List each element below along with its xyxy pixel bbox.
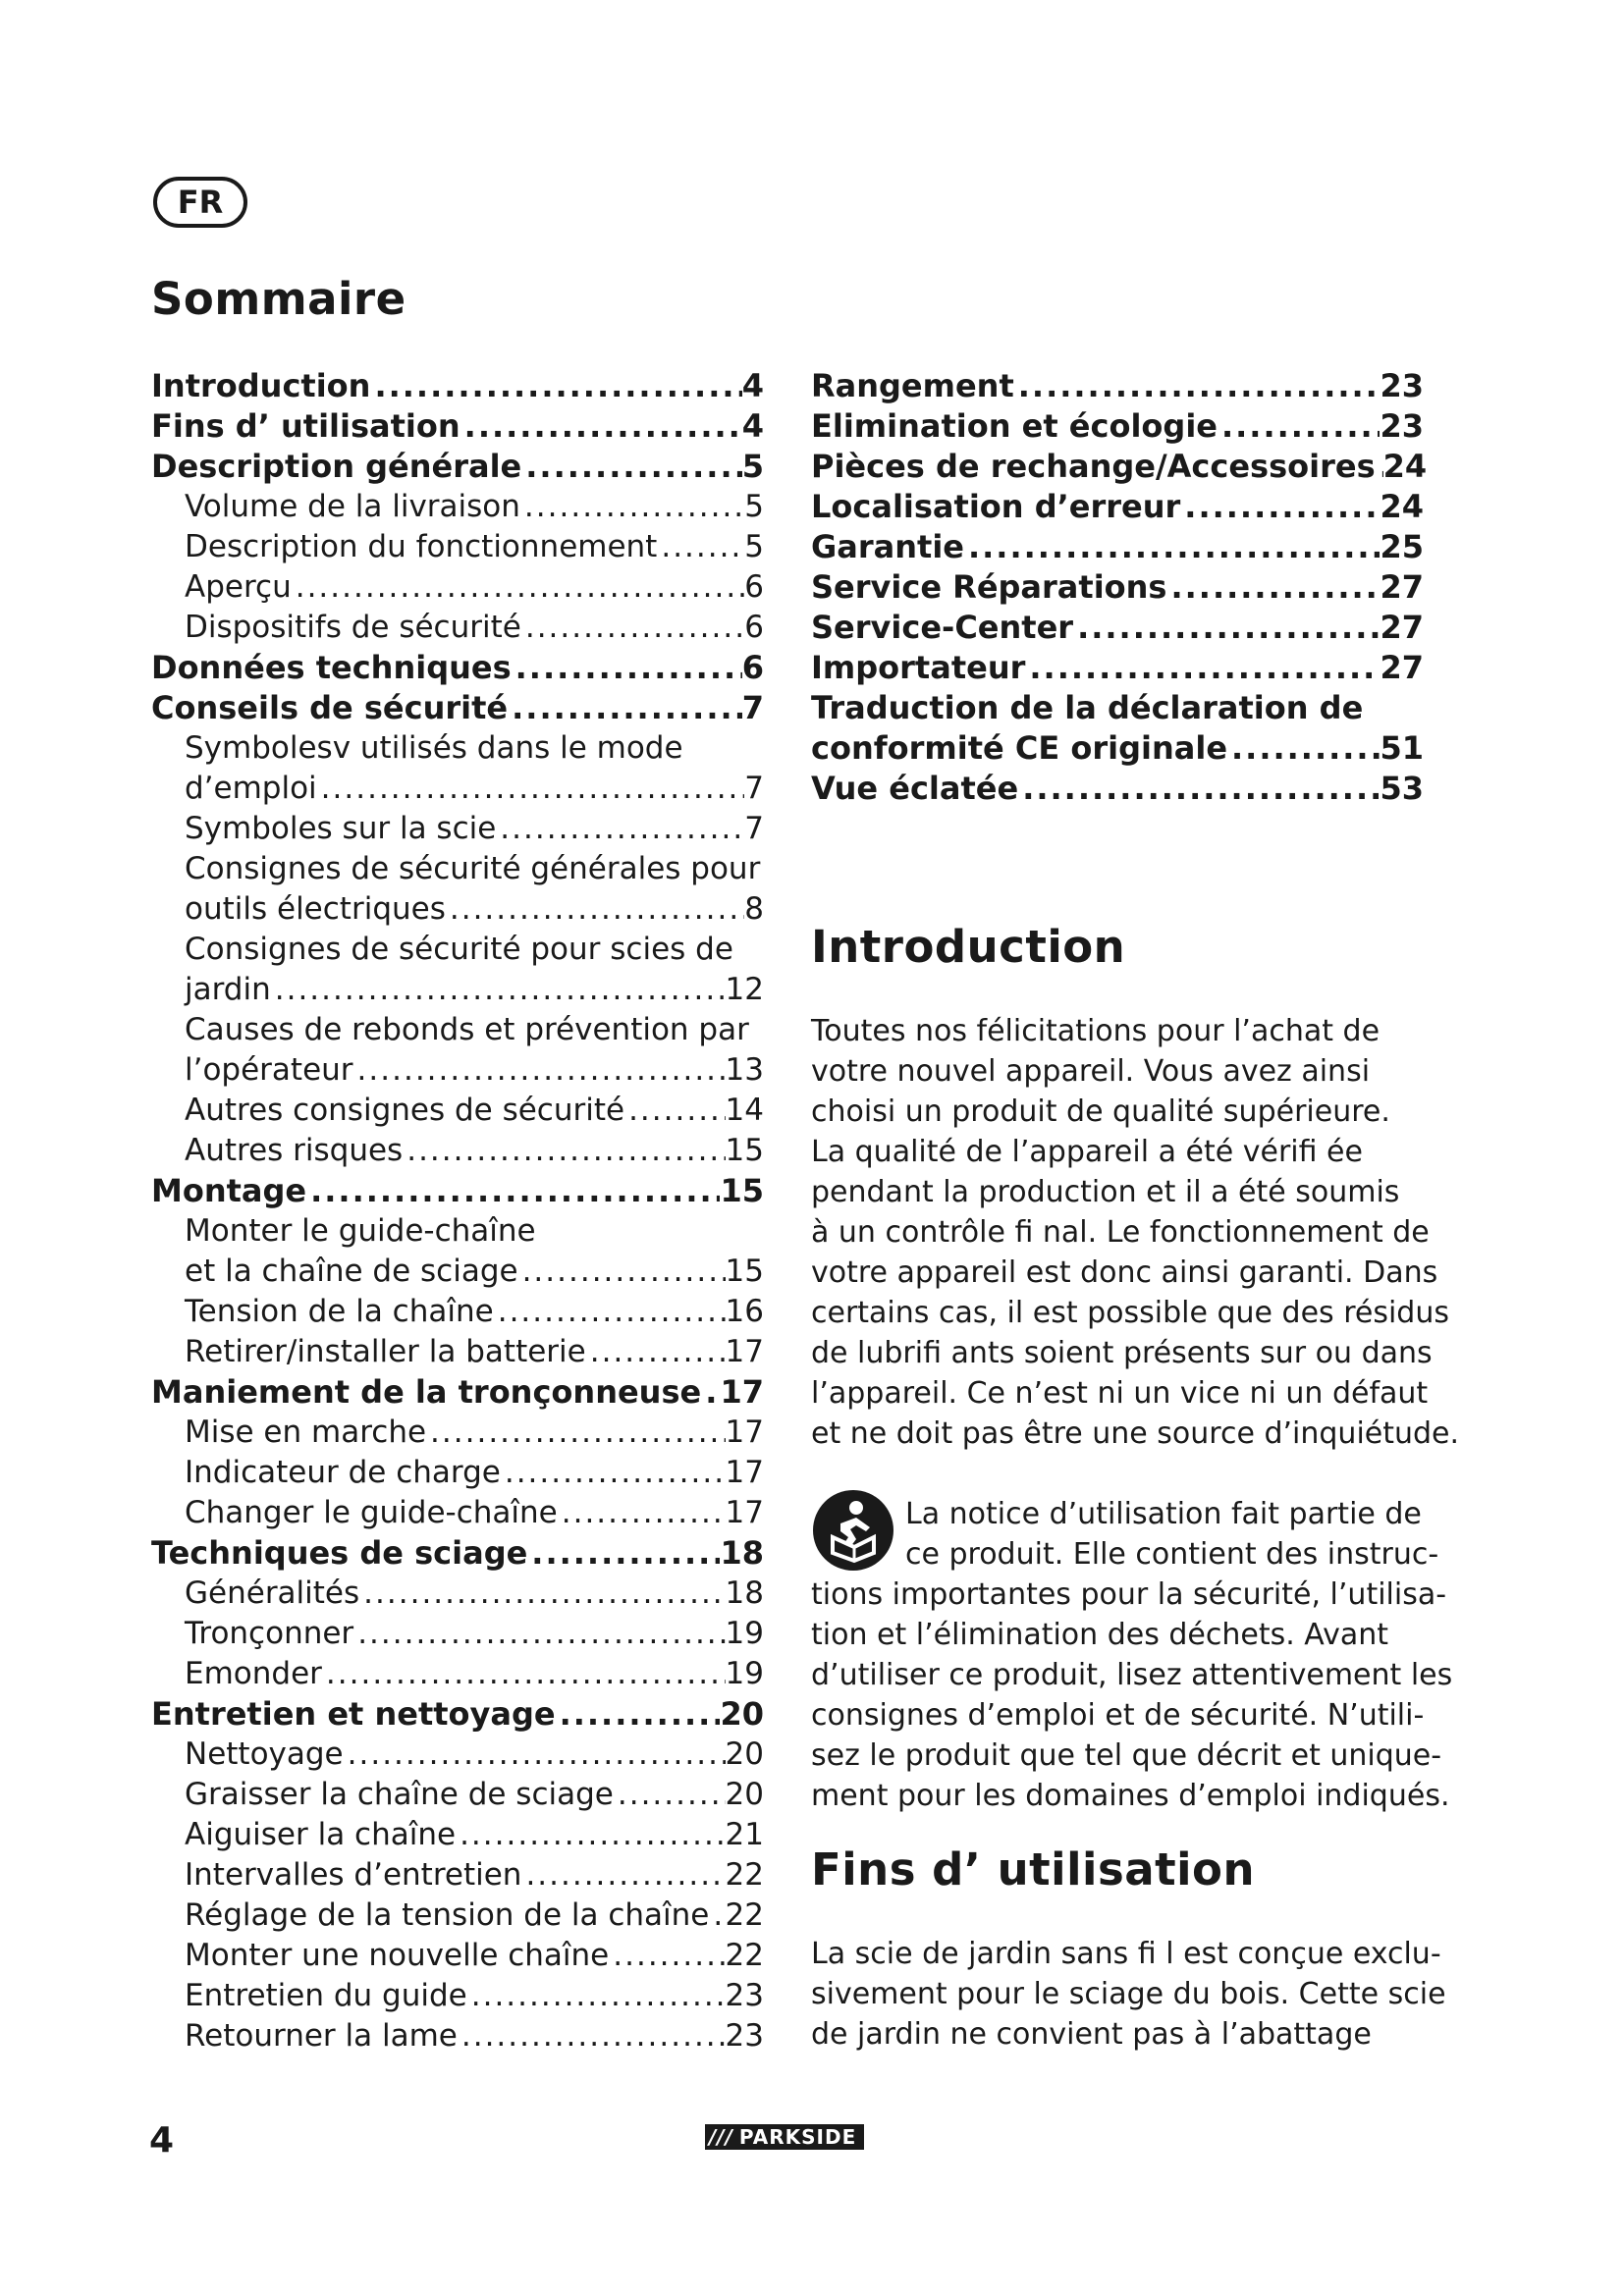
toc-entry <box>151 1252 764 1292</box>
toc-leader-dots <box>1218 406 1380 447</box>
toc-entry <box>151 608 764 648</box>
toc-entry-page: 20 <box>725 1777 764 1812</box>
text-line: de lubrifi ants soient présents sur ou dans <box>811 1336 1433 1370</box>
toc-heading: Sommaire <box>151 273 406 325</box>
toc-entry-label: Aiguiser la chaîne <box>185 1817 457 1852</box>
toc-entry-label: Pièces de rechange/Accessoires <box>811 448 1376 485</box>
text-line: tions importantes pour la sécurité, l’utilisa- <box>811 1577 1447 1612</box>
toc-entry-page: 18 <box>720 1534 764 1572</box>
toc-entry <box>151 1131 764 1171</box>
toc-leader-dots <box>609 1936 725 1976</box>
text-line: et ne doit pas être une source d’inquiétude. <box>811 1416 1460 1451</box>
toc-entry-label: Symboles sur la scie <box>185 811 497 846</box>
brand-name: PARKSIDE <box>738 2125 857 2149</box>
toc-entry-page: 22 <box>725 1857 764 1893</box>
toc-leader-dots <box>701 1372 720 1413</box>
toc-entry <box>151 2016 764 2056</box>
toc-entry-page: 6 <box>744 610 764 645</box>
toc-entry-label: Mise en marche <box>185 1415 427 1450</box>
toc-entry-label: Tronçonner <box>185 1616 354 1651</box>
toc-left-column <box>151 366 764 2056</box>
text-line: pendant la production et il a été soumis <box>811 1175 1400 1209</box>
toc-leader-dots <box>586 1332 726 1372</box>
toc-entry-page: 6 <box>741 649 764 686</box>
toc-entry-label: Monter le guide-chaîne <box>185 1213 536 1249</box>
toc-entry-label: Retirer/installer la batterie <box>185 1334 586 1369</box>
notice-paragraph <box>811 1494 1452 1816</box>
text-line: ment pour les domaines d’emploi indiqués. <box>811 1779 1450 1813</box>
toc-entry <box>811 728 1424 769</box>
toc-leader-dots <box>496 809 744 849</box>
introduction-paragraph <box>811 1011 1459 1454</box>
toc-entry <box>151 1332 764 1372</box>
toc-entry-page: 23 <box>725 1978 764 2013</box>
text-line: consignes d’emploi et de sécurité. N’utili- <box>811 1698 1425 1733</box>
toc-leader-dots <box>458 2016 726 2056</box>
toc-entry-label: Fins d’ utilisation <box>151 407 460 445</box>
toc-entry <box>811 406 1424 447</box>
page-number: 4 <box>149 2120 175 2161</box>
toc-entry-page: 15 <box>720 1172 764 1209</box>
toc-leader-dots <box>624 1091 725 1131</box>
toc-entry <box>811 608 1424 648</box>
toc-entry-label: jardin <box>185 972 271 1007</box>
toc-entry <box>151 769 764 809</box>
toc-entry-label: Autres consignes de sécurité <box>185 1093 625 1128</box>
toc-leader-dots <box>1014 366 1380 406</box>
toc-entry-label: et la chaîne de sciage <box>185 1254 518 1289</box>
toc-leader-dots <box>614 1775 726 1815</box>
toc-entry-label: Rangement <box>811 367 1014 404</box>
text-line: à un contrôle fi nal. Le fonctionnement de <box>811 1215 1430 1250</box>
toc-entry-label: outils électriques <box>185 891 446 927</box>
toc-leader-dots <box>558 1493 726 1533</box>
toc-entry <box>151 1091 764 1131</box>
toc-entry-page: 5 <box>741 448 764 485</box>
text-line: d’utiliser ce produit, lisez attentivement les <box>811 1658 1453 1692</box>
toc-entry-label: Montage <box>151 1172 307 1209</box>
toc-leader-dots <box>964 527 1380 567</box>
toc-entry-page: 19 <box>725 1656 764 1691</box>
toc-leader-dots <box>501 1453 726 1493</box>
toc-entry-page: 12 <box>725 972 764 1007</box>
toc-leader-dots <box>322 1654 726 1694</box>
toc-entry <box>151 406 764 447</box>
toc-leader-dots <box>1180 487 1380 527</box>
purpose-heading: Fins d’ utilisation <box>811 1843 1255 1896</box>
text-line: Toutes nos félicitations pour l’achat de <box>811 1014 1380 1048</box>
toc-entry-page: 22 <box>725 1938 764 1973</box>
toc-entry-label: Service Réparations <box>811 568 1167 606</box>
text-line: La qualité de l’appareil a été vérifi ée <box>811 1135 1363 1169</box>
toc-leader-dots <box>306 1171 720 1211</box>
toc-leader-dots <box>344 1735 726 1775</box>
toc-entry-label: Réglage de la tension de la chaîne <box>185 1897 710 1933</box>
toc-entry-label: Entretien du guide <box>185 1978 467 2013</box>
toc-entry-label: Maniement de la tronçonneuse <box>151 1373 702 1411</box>
toc-entry-label: Service-Center <box>811 609 1074 646</box>
toc-entry <box>151 567 764 608</box>
toc-entry-page: 7 <box>744 811 764 846</box>
toc-entry-page: 23 <box>1380 407 1424 445</box>
toc-entry <box>811 366 1424 406</box>
toc-entry-label: Changer le guide-chaîne <box>185 1495 558 1530</box>
toc-entry-page: 53 <box>1380 770 1424 807</box>
toc-entry <box>151 970 764 1010</box>
toc-entry-page: 23 <box>725 2018 764 2054</box>
toc-entry-label: Indicateur de charge <box>185 1455 501 1490</box>
toc-entry-page: 5 <box>744 529 764 564</box>
toc-leader-dots <box>292 567 745 608</box>
toc-entry-label: Description du fonctionnement <box>185 529 658 564</box>
toc-entry-label: Autres risques <box>185 1133 404 1168</box>
toc-entry-page: 14 <box>725 1093 764 1128</box>
toc-entry-label: Vue éclatée <box>811 770 1019 807</box>
toc-entry-page: 16 <box>725 1294 764 1329</box>
toc-entry-label: Traduction de la déclaration de <box>811 689 1364 726</box>
toc-entry <box>811 567 1424 608</box>
toc-entry-label: Consignes de sécurité générales pour <box>185 851 761 886</box>
toc-entry <box>151 1171 764 1211</box>
toc-entry-page: 4 <box>741 407 764 445</box>
toc-entry-label: Localisation d’erreur <box>811 488 1181 525</box>
toc-entry-page: 7 <box>741 689 764 726</box>
toc-entry <box>151 1453 764 1493</box>
toc-entry-label: Consignes de sécurité pour scies de <box>185 932 733 967</box>
toc-entry <box>151 849 764 889</box>
toc-entry <box>151 1574 764 1614</box>
toc-entry <box>151 1694 764 1735</box>
toc-entry-page: 15 <box>725 1254 764 1289</box>
toc-entry <box>151 809 764 849</box>
toc-leader-dots <box>518 1252 726 1292</box>
toc-leader-dots <box>709 1896 725 1936</box>
toc-entry <box>151 1896 764 1936</box>
text-line: votre appareil est donc ainsi garanti. Dans <box>811 1255 1438 1290</box>
toc-entry-page: 51 <box>1380 729 1424 767</box>
toc-entry-page: 27 <box>1380 649 1424 686</box>
toc-right-column <box>811 366 1428 809</box>
toc-leader-dots <box>521 608 744 648</box>
toc-entry <box>151 1976 764 2016</box>
toc-entry-page: 17 <box>725 1455 764 1490</box>
toc-entry-page: 24 <box>1380 488 1424 525</box>
toc-entry <box>151 527 764 567</box>
text-line: l’appareil. Ce n’est ni un vice ni un défaut <box>811 1376 1429 1411</box>
toc-entry-label: Description générale <box>151 448 522 485</box>
toc-entry-page: 15 <box>725 1133 764 1168</box>
toc-entry-page: 21 <box>725 1817 764 1852</box>
toc-entry-page: 17 <box>725 1495 764 1530</box>
toc-entry <box>151 487 764 527</box>
toc-entry-page: 18 <box>725 1575 764 1611</box>
text-line: votre nouvel appareil. Vous avez ainsi <box>811 1054 1371 1089</box>
toc-entry-page: 20 <box>725 1736 764 1772</box>
toc-entry-page: 5 <box>744 489 764 524</box>
toc-entry-label: Causes de rebonds et prévention par <box>185 1012 749 1047</box>
toc-entry-page: 8 <box>744 891 764 927</box>
toc-entry <box>151 1654 764 1694</box>
text-line: de jardin ne convient pas à l’abattage <box>811 2017 1372 2052</box>
toc-entry-page: 27 <box>1380 609 1424 646</box>
toc-leader-dots <box>512 648 742 688</box>
toc-entry-page: 19 <box>725 1616 764 1651</box>
toc-leader-dots <box>521 447 741 487</box>
toc-leader-dots <box>271 970 726 1010</box>
toc-entry-page: 7 <box>744 771 764 806</box>
toc-entry-label: Entretien et nettoyage <box>151 1695 556 1733</box>
toc-entry <box>151 1211 764 1252</box>
toc-entry <box>151 1775 764 1815</box>
toc-leader-dots <box>353 1614 725 1654</box>
toc-entry-label: Elimination et écologie <box>811 407 1218 445</box>
text-line: La notice d’utilisation fait partie de <box>905 1497 1422 1531</box>
toc-leader-dots <box>527 1533 720 1574</box>
text-line: ce produit. Elle contient des instruc- <box>905 1537 1439 1572</box>
toc-entry-page: 4 <box>741 367 764 404</box>
toc-leader-dots <box>508 688 742 728</box>
toc-leader-dots <box>446 889 744 930</box>
toc-entry-label: Importateur <box>811 649 1026 686</box>
toc-entry-label: Nettoyage <box>185 1736 344 1772</box>
toc-entry-label: Dispositifs de sécurité <box>185 610 521 645</box>
toc-entry-label: Intervalles d’entretien <box>185 1857 522 1893</box>
toc-entry <box>811 447 1428 487</box>
toc-entry <box>151 1050 764 1091</box>
toc-entry-label: Volume de la livraison <box>185 489 520 524</box>
brand-logo <box>705 2124 864 2150</box>
toc-leader-dots <box>403 1131 725 1171</box>
toc-entry <box>151 930 764 970</box>
brand-slashes: /// <box>709 2125 733 2149</box>
toc-entry <box>151 1533 764 1574</box>
toc-leader-dots <box>467 1976 726 2016</box>
toc-entry <box>811 487 1424 527</box>
toc-entry <box>151 728 764 769</box>
toc-leader-dots <box>521 1855 725 1896</box>
text-line: sez le produit que tel que décrit et unique- <box>811 1738 1442 1773</box>
toc-entry <box>151 889 764 930</box>
toc-entry-page: 13 <box>725 1052 764 1088</box>
toc-entry-label: Graisser la chaîne de sciage <box>185 1777 614 1812</box>
toc-entry-label: conformité CE originale <box>811 729 1228 767</box>
toc-entry-label: d’emploi <box>185 771 317 806</box>
language-badge: FR <box>153 177 247 228</box>
toc-leader-dots <box>494 1292 726 1332</box>
toc-entry-page: 23 <box>1380 367 1424 404</box>
toc-leader-dots <box>426 1413 726 1453</box>
toc-entry-page: 20 <box>720 1695 764 1733</box>
toc-leader-dots <box>657 527 744 567</box>
toc-entry-label: Techniques de sciage <box>151 1534 528 1572</box>
toc-leader-dots <box>1073 608 1380 648</box>
toc-entry <box>811 688 1424 728</box>
toc-entry <box>151 648 764 688</box>
toc-entry-label: Monter une nouvelle chaîne <box>185 1938 610 1973</box>
toc-entry <box>151 1735 764 1775</box>
toc-leader-dots <box>1376 447 1383 487</box>
toc-entry <box>151 688 764 728</box>
toc-entry-page: 27 <box>1380 568 1424 606</box>
toc-entry-page: 25 <box>1380 528 1424 565</box>
toc-entry-page: 17 <box>725 1334 764 1369</box>
introduction-heading: Introduction <box>811 921 1126 973</box>
toc-entry <box>811 648 1424 688</box>
toc-entry-label: Retourner la lame <box>185 2018 458 2054</box>
toc-entry-label: Généralités <box>185 1575 360 1611</box>
toc-entry-label: Tension de la chaîne <box>185 1294 494 1329</box>
toc-entry <box>811 769 1424 809</box>
toc-entry-page: 24 <box>1382 448 1428 485</box>
toc-leader-dots <box>1018 769 1380 809</box>
toc-entry <box>151 1372 764 1413</box>
toc-entry-page: 22 <box>725 1897 764 1933</box>
toc-leader-dots <box>359 1574 725 1614</box>
toc-entry <box>151 447 764 487</box>
toc-entry-label: Aperçu <box>185 569 292 605</box>
toc-entry-page: 17 <box>720 1373 764 1411</box>
toc-leader-dots <box>1227 728 1380 769</box>
toc-leader-dots <box>1025 648 1380 688</box>
toc-entry-label: Données techniques <box>151 649 512 686</box>
toc-entry <box>151 1292 764 1332</box>
toc-entry <box>151 1413 764 1453</box>
toc-leader-dots <box>556 1694 721 1735</box>
toc-entry-label: Introduction <box>151 367 371 404</box>
toc-leader-dots <box>317 769 745 809</box>
toc-entry <box>151 1936 764 1976</box>
toc-entry-label: Conseils de sécurité <box>151 689 509 726</box>
toc-entry <box>151 1815 764 1855</box>
text-line: choisi un produit de qualité supérieure. <box>811 1095 1390 1129</box>
text-line: sivement pour le sciage du bois. Cette scie <box>811 1977 1446 2011</box>
toc-entry-page: 17 <box>725 1415 764 1450</box>
toc-entry <box>151 1855 764 1896</box>
purpose-paragraph <box>811 1934 1446 2055</box>
toc-entry <box>151 1614 764 1654</box>
toc-leader-dots <box>1166 567 1380 608</box>
toc-entry <box>151 1493 764 1533</box>
toc-entry-label: Symbolesv utilisés dans le mode <box>185 730 683 766</box>
toc-entry <box>151 366 764 406</box>
toc-leader-dots <box>520 487 744 527</box>
toc-entry-label: Garantie <box>811 528 964 565</box>
toc-entry-page: 6 <box>744 569 764 605</box>
toc-leader-dots <box>370 366 741 406</box>
toc-entry-label: Emonder <box>185 1656 322 1691</box>
toc-entry <box>811 527 1424 567</box>
toc-entry <box>151 1010 764 1050</box>
text-line: La scie de jardin sans fi l est conçue exclu- <box>811 1937 1441 1971</box>
toc-leader-dots <box>460 406 742 447</box>
text-line: tion et l’élimination des déchets. Avant <box>811 1618 1388 1652</box>
text-line: certains cas, il est possible que des résidus <box>811 1296 1449 1330</box>
toc-entry-label: l’opérateur <box>185 1052 353 1088</box>
toc-leader-dots <box>353 1050 726 1091</box>
toc-leader-dots <box>456 1815 725 1855</box>
